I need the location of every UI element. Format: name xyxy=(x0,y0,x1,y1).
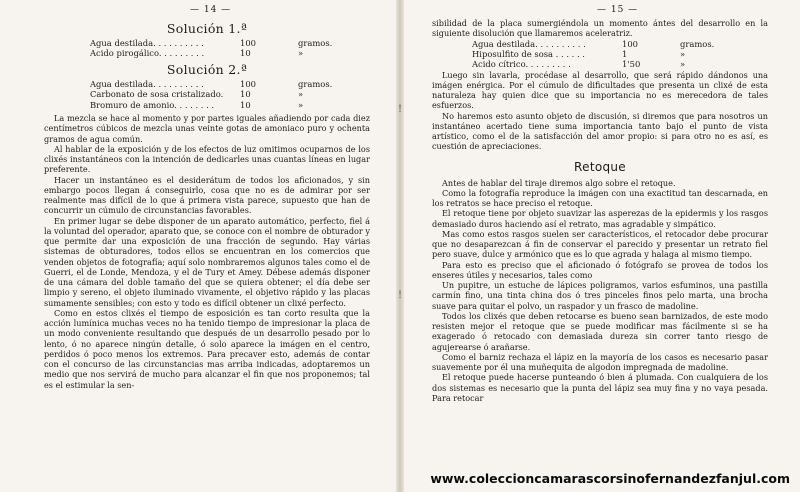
paragraph: Al hablar de la exposición y de los efectos de luz omitimos ocuparnos de los clixés instantáneos con la intención de dedicarles unas cuantas líneas en lugar preferente. xyxy=(44,143,370,175)
recipe-solution-2 xyxy=(44,79,370,110)
paragraph: Todos los clixés que deben retocarse es bueno sean barnizados, de este modo resisten mejor el retoque que se puede modificar mas fácilmente si se ha exagerado ó retocado con demasiada dureza sin correr tanto riesgo de agujerearse ó arañarse. xyxy=(432,310,768,352)
right-page xyxy=(402,0,800,492)
left-text-column xyxy=(44,18,370,390)
paragraph: No haremos esto asunto objeto de discusión, si diremos que para nosotros un instantáneo acertado tiene suma importancia tanto bajo el punto de vista artístico, como el de la satisfacción del amor propio: si para otro no es así, es cuestión de apreciaciones. xyxy=(432,110,768,152)
paragraph: Para esto es preciso que el aficionado ó fotógrafo se provea de todos los enseres útiles y necesarios, tales como xyxy=(432,259,768,280)
paragraph: El retoque tiene por objeto suavizar las asperezas de la epidermis y los rasgos demasiado duros haciendo así el retrato, mas agradable y simpático. xyxy=(432,208,768,229)
recipe-row: Agua destilada. . . . . . . . . . 100 gramos. xyxy=(472,38,715,49)
paragraph: Como la fotografía reproduce la imágen con una exactitud tan descarnada, en los retratos se hace preciso el retoque. xyxy=(432,187,768,209)
paragraph: Hacer un instantáneo es el desiderátum de todos los aficionados, y sin embargo pocos llegan á conseguirlo, cosa que no es de admirar por ser realmente mas difícil de lo que á primera vista parece, supuesto que han de concurrir un cúmulo de circunstancias favorables. xyxy=(44,174,370,216)
paragraph: En primer lugar se debe disponer de un aparato automático, perfecto, fiel á la voluntad del operador, aparato que, se conoce con el nombre de obturador y que permite dar una exposición de una fracción de segundo. Hay várias sistemas de obturadores, todos ellos se encuentran en los comercios que venden objetos de fotografía; aquí solo nombraremos algunos tales como el de Guerri, el de Londe, Mendoza, y el de Tury et Amey. Débese además disponer de una cámara del doble tamaño del que se quiera obtener; el día debe ser limpio y sereno, el objeto iluminado vivamente, el objetivo rápido y las placas sumamente sensibles; con esto y todo es difícil obtener un clixé perfecto. xyxy=(44,215,370,308)
paragraph: El retoque puede hacerse punteando ó bien á plumada. Con cualquiera de los dos sistemas es necesario que la punta del lápiz sea muy fina y no vaya pesada. Para retocar xyxy=(432,372,768,403)
paragraph: Como el barniz rechaza el lápiz en la mayoría de los casos es necesario pasar suavemente por él una muñequita de algodon impregnada de madoline. xyxy=(432,351,768,373)
recipe-row: Hiposulfito de sosa . . . . . . 1 » xyxy=(472,48,686,59)
paragraph: Mas como estos rasgos suelen ser característicos, el retocador debe procurar que no desaparezcan á fin de conservar el parecido y presentar un retrato fiel pero suave, dulce y armónico que es lo que agrada y halaga al mismo tiempo. xyxy=(432,228,768,260)
page-number-left: — 14 — xyxy=(190,5,232,15)
heading-retoque: Retoque xyxy=(574,159,626,174)
paragraph: Antes de hablar del tiraje diremos algo sobre el retoque. xyxy=(442,177,676,188)
heading-solucion-1: Solución 1.ª xyxy=(166,21,248,36)
heading-solucion-2: Solución 2.ª xyxy=(166,61,248,77)
watermark-url: www.coleccioncamarascorsinofernandezfanjul.com xyxy=(430,471,790,486)
paragraph: Luego sin lavarla, procédase al desarrollo, que será rápido dándonos una imágen enérgica. Por el cúmulo de dificultades que presenta un clixé de esta naturaleza hay quien dice que su importancia no es merecedora de tales esfuerzos. xyxy=(432,69,768,111)
margin-mark: ! xyxy=(398,290,403,301)
margin-mark: ! xyxy=(398,104,403,115)
page-number-right: — 15 — xyxy=(597,5,639,15)
right-text-column xyxy=(432,18,768,403)
recipe-row: Agua destilada. . . . . . . . . . 100 gramos. xyxy=(90,78,333,89)
recipe-row: Agua destilada. . . . . . . . . . 100 gramos. xyxy=(90,38,333,48)
recipe-solution-1 xyxy=(44,38,370,59)
paragraph: Como en estos clixés el tiempo de esposición es tan corto resulta que la acción lumínica muchas veces no ha tenido tiempo de impresionar la placa de un modo conveniente resultando que después de un desarrollo pesado por lo lento, ó no aparece ningún detalle, ó solo aparece la imágen en el centro, perdidos ó poco menos los extremos. Para precaver esto, además de contar con el concurso de las circunstancias mas arriba indicadas, adoptaremos un medio que nos servirá de mucho para alcanzar el fin que nos proponemos; tal es el estimular la sen- xyxy=(44,307,370,390)
paragraph: sibilidad de la placa sumergiéndola un momento ántes del desarrollo en la siguiente disolución que llamaremos aceleratriz. xyxy=(432,18,768,39)
paragraph: La mezcla se hace al momento y por partes iguales añadiendo por cada diez centímetros cúbicos de mezcla unas veinte gotas de amoniaco puro y ochenta gramos de agua común. xyxy=(44,113,370,144)
left-page xyxy=(0,0,398,492)
recipe-accelerator xyxy=(432,39,768,70)
paragraph: Un pupitre, un estuche de lápices poligramos, varios esfuminos, una pastilla carmín fino, una tinta china dos ó tres pinceles finos pelo marta, una brocha suave para quitar el polvo, un raspador y un frasco de madoline. xyxy=(432,280,768,311)
recipe-row: Acido cítrico. . . . . . . . . 1'50 » xyxy=(472,59,686,70)
recipe-row: Carbonato de sosa cristalizado. 10 » xyxy=(90,89,304,100)
recipe-row: Acido pirogálico. . . . . . . . . 10 » xyxy=(90,48,304,59)
recipe-row: Bromuro de amonio. . . . . . . . 10 » xyxy=(90,99,304,110)
